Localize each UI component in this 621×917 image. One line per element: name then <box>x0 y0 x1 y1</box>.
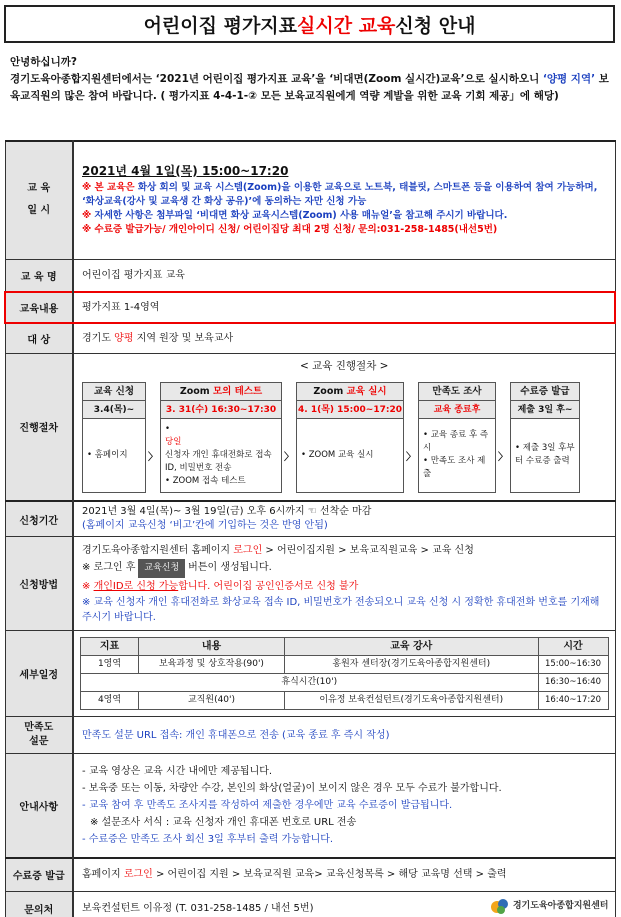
row-survey: 만족도 설문 만족도 설문 URL 접속: 개인 휴대폰으로 전송 (교육 종료 후 즉시 작성) <box>5 717 615 754</box>
row-procedure: 진행절차 < 교육 진행절차 > 교육 신청 3.4(목)~ • 홈페이지 〉 Zoom 모의 테스트 3. 31(수) 16:30~17:30 • 당일 신청자 개인 휴대전화로 접속 ID, 비밀번호 전송 • ZOOM 접속 테스트 〉 Zoom 교육 실시 4. 1(목) 15:00~17:20 • ZOOM 교육 실시 〉 만족도 조사 교육 종료후 • 교육 종료 후 즉시 • 만족도 조사 제출 〉 수료증 발급 제출 3일 후~ • 제출 3일 후부터 수료증 출력 <box>5 353 615 501</box>
intro-paragraph: 경기도육아종합지원센터에서는 ‘2021년 어린이집 평가지표 교육’을 ‘비대면(Zoom 실시간)교육’으로 실시하오니 ‘양평 지역’ 보육교직원의 많은 참여 바랍니다. ( 평가지표 4-4-1-② 모든 보육교직원에게 역량 계발을 위한 교육 기회 제공」에 해당) <box>10 73 609 102</box>
table-row: 1영역 보육과정 및 상호작용(90') 홍원자 센터장(경기도육아종합지원센터) 15:00~16:30 <box>81 656 609 674</box>
note-cert: ※ 수료증 발급가능/ 개인아이디 신청/ 어린이집당 최대 2명 신청/ 문의:031-258-1485(내선5번) <box>82 223 498 235</box>
row-contact: 문의처 보육컨설턴트 이유정 (T. 031-258-1485 / 내선 5번) 경기도육아종합지원센터 <box>5 892 615 917</box>
label-date: 교 육 일 시 <box>5 141 73 259</box>
step-test: Zoom 모의 테스트 3. 31(수) 16:30~17:30 • 당일 신청자 개인 휴대전화로 접속 ID, 비밀번호 전송 • ZOOM 접속 테스트 <box>160 382 282 493</box>
contact-info: 보육컨설턴트 이유정 (T. 031-258-1485 / 내선 5번) <box>82 903 314 914</box>
row-cert: 수료증 발급 홈페이지 로그인 > 어린이집 지원 > 보육교직원 교육> 교육신청목록 > 해당 교육명 선택 > 출력 <box>5 858 615 892</box>
period-note: (홈페이지 교육신청 ‘비고’칸에 기입하는 것은 반영 안됨) <box>82 520 328 531</box>
step-edu: Zoom 교육 실시 4. 1(목) 15:00~17:20 • ZOOM 교육 실시 <box>296 382 404 493</box>
arrow-icon: 〉 <box>148 451 158 463</box>
logo-icon <box>490 896 510 916</box>
schedule-table: 지표 내용 교육 강사 시간 1영역 보육과정 및 상호작용(90') 홍원자 센터장(경기도육아종합지원센터) 15:00~16:30 휴식시간(10') 16:30~16:40 4영역 교직원(40') 이유정 보육컨설턴트(경기도육아종합지원센터) 16:40~17:20 <box>80 637 609 710</box>
edu-target: 경기도 양평 지역 원장 및 보육교사 <box>73 323 615 353</box>
row-date <box>5 141 615 259</box>
edu-datetime: 2021년 4월 1일(목) 15:00~17:20 <box>82 163 289 178</box>
step-apply: 교육 신청 3.4(목)~ • 홈페이지 <box>82 382 146 493</box>
cert-path: 홈페이지 로그인 > 어린이집 지원 > 보육교직원 교육> 교육신청목록 > 해당 교육명 선택 > 출력 <box>73 858 615 892</box>
method-phone-note: ※ 교육 신청자 개인 휴대전화로 화상교육 접속 ID, 비밀번호가 전송되오니 교육 신청 시 정확한 휴대전화 번호를 기재해주시기 바랍니다. <box>82 597 600 623</box>
period-dates: 2021년 3월 4일(목)~ 3월 19일(금) 오후 6시까지 ☜ 선착순 마감 <box>82 506 372 517</box>
note-manual: ※ 자세한 사항은 첨부파일 ‘비대면 화상 교육시스템(Zoom) 사용 매뉴얼’을 참고해 주시기 바랍니다. <box>82 209 508 221</box>
edu-content: 평가지표 1-4영역 <box>73 292 615 323</box>
apply-button[interactable]: 교육신청 <box>138 559 185 578</box>
row-period: 신청기간 2021년 3월 4일(목)~ 3월 19일(금) 오후 6시까지 ☜ 선착순 마감 (홈페이지 교육신청 ‘비고’칸에 기입하는 것은 반영 안됨) <box>5 501 615 537</box>
row-method: 신청방법 경기도육아종합지원센터 홈페이지 로그인 > 어린이집지원 > 보육교직원교육 > 교육 신청 ※ 로그인 후 교육신청 버튼이 생성됩니다. ※ 개인ID로 신청 가능합니다. 어린이집 공인인증서로 신청 불가 ※ 교육 신청자 개인 휴대전화로 화상교육 접속 ID, 비밀번호가 전송되오니 교육 신청 시 정확한 휴대전화 번호를 기재해주시기 바랍니다. <box>5 537 615 631</box>
arrow-icon: 〉 <box>498 451 508 463</box>
info-table <box>4 140 616 917</box>
procedure-flow <box>82 382 607 493</box>
row-target: 대 상 경기도 양평 지역 원장 및 보육교사 <box>5 323 615 353</box>
method-path: 경기도육아종합지원센터 홈페이지 로그인 > 어린이집지원 > 보육교직원교육 > 교육 신청 <box>82 545 474 556</box>
center-logo: 경기도육아종합지원센터 <box>490 896 609 916</box>
intro-text <box>10 54 610 105</box>
table-row: 4영역 교직원(40') 이유정 보육컨설턴트(경기도육아종합지원센터) 16:40~17:20 <box>81 692 609 710</box>
procedure-heading: < 교육 진행절차 > <box>300 359 389 372</box>
greeting: 안녕하십니까? <box>10 56 77 68</box>
arrow-icon: 〉 <box>284 451 294 463</box>
note-zoom: ※ 본 교육은 화상 회의 및 교육 시스템(Zoom)을 이용한 교육으로 노트북, 태블릿, 스마트폰 등을 이용하여 참여 가능하며, ‘화상교육(강사 및 교육생 간 화상 공유)’에 동의하는 자만 신청 가능 <box>82 181 598 207</box>
method-id-note: ※ 개인ID로 신청 가능합니다. 어린이집 공인인증서로 신청 불가 <box>82 581 359 592</box>
survey-info: 만족도 설문 URL 접속: 개인 휴대폰으로 전송 (교육 종료 후 즉시 작성) <box>73 717 615 754</box>
edu-name: 어린이집 평가지표 교육 <box>73 259 615 292</box>
row-schedule: 세부일정 지표 내용 교육 강사 시간 1영역 보육과정 및 상호작용(90') 홍원자 센터장(경기도육아종합지원센터) 15:00~16:30 휴식시간(10') 16:30~16:40 4영역 교직원(40') 이유정 보육컨설턴트(경기도육아종합지원센터) 16:40~17:20 <box>5 631 615 717</box>
row-name: 교 육 명 어린이집 평가지표 교육 <box>5 259 615 292</box>
row-content: 교육내용 평가지표 1-4영역 <box>5 292 615 323</box>
row-guide: 안내사항 - 교육 영상은 교육 시간 내에만 제공됩니다. - 보육중 또는 이동, 차량안 수강, 본인의 화상(얼굴)이 보이지 않은 경우 모두 수료가 불가합니다. - 교육 참여 후 만족도 조사지를 작성하여 제출한 경우에만 교육 수료증이 발급됩니다. ※ 설문조사 서식 : 교육 신청자 개인 휴대폰 번호로 URL 전송 - 수료증은 만족도 조사 회신 3일 후부터 출력 가능합니다. <box>5 754 615 858</box>
page-title: 어린이집 평가지표 실시간 교육 신청 안내 <box>4 5 615 43</box>
arrow-icon: 〉 <box>406 451 416 463</box>
step-cert: 수료증 발급 제출 3일 후~ • 제출 3일 후부터 수료증 출력 <box>510 382 580 493</box>
table-row: 휴식시간(10') 16:30~16:40 <box>81 674 609 692</box>
step-survey: 만족도 조사 교육 종료후 • 교육 종료 후 즉시 • 만족도 조사 제출 <box>418 382 496 493</box>
method-button-note: ※ 로그인 후 교육신청 버튼이 생성됩니다. <box>82 559 607 578</box>
